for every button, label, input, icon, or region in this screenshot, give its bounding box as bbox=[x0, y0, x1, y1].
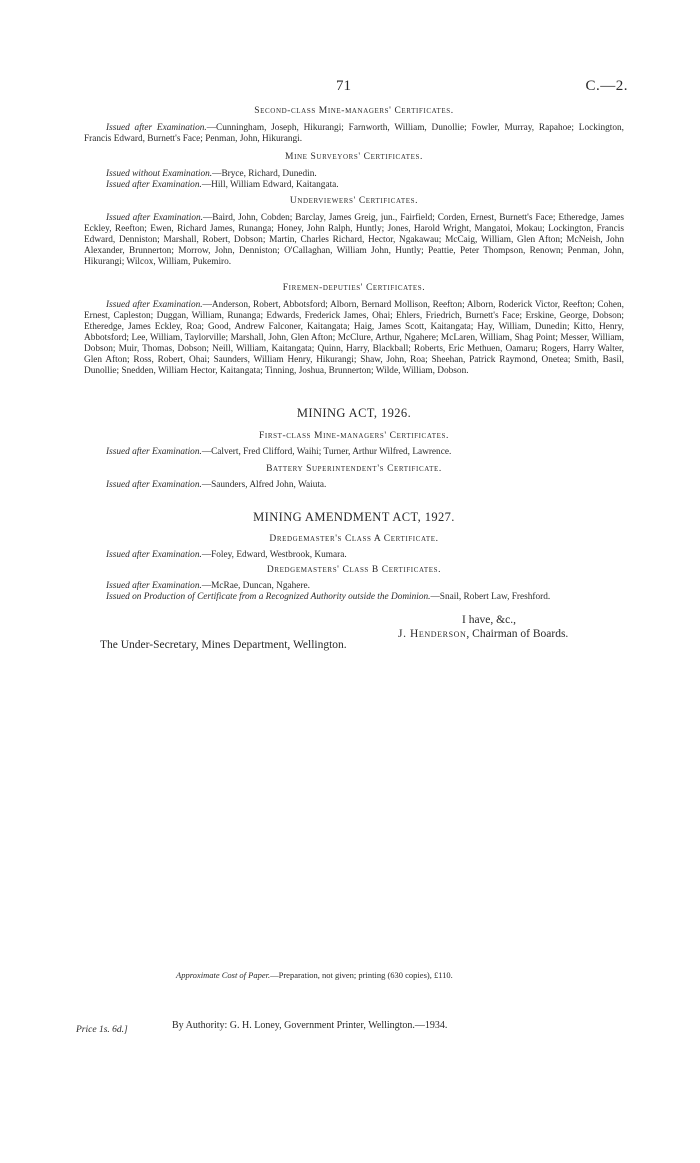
section-line: Issued after Examination.—Saunders, Alfred John, Waiuta. bbox=[106, 480, 327, 490]
section-heading: Mine Surveyors' Certificates. bbox=[285, 152, 423, 162]
section-body: Issued after Examination.—Cunningham, Joseph, Hikurangi; Farnworth, William, Dunollie; Fowler, Murray, Rapahoe; Lockington, Francis Edward, Burnett's Face; Penman, John, Hikurangi. bbox=[84, 123, 624, 144]
price: Price 1s. 6d.] bbox=[76, 1025, 128, 1035]
section-dredgemaster-class-a bbox=[84, 534, 624, 561]
act-heading: MINING ACT, 1926. bbox=[296, 406, 412, 420]
section-heading: Underviewers' Certificates. bbox=[289, 196, 419, 206]
act-1927 bbox=[84, 510, 624, 525]
closing-greeting: I have, &c., bbox=[462, 614, 516, 626]
act-1926 bbox=[84, 406, 624, 421]
section-first-class-mine-managers bbox=[84, 431, 624, 458]
section-line: Issued after Examination.—Hill, William Edward, Kaitangata. bbox=[106, 180, 339, 190]
section-line: Issued without Examination.—Bryce, Richard, Dunedin. bbox=[106, 169, 317, 179]
section-firemen-deputies bbox=[84, 283, 624, 377]
section-line: Issued after Examination.—McRae, Duncan, Ngahere. bbox=[106, 581, 310, 591]
section-dredgemasters-class-b bbox=[84, 565, 624, 603]
section-body: Issued after Examination.—Baird, John, Cobden; Barclay, James Greig, jun., Fairfield; Corden, Ernest, Burnett's Face; Etheredge, James Eckley, Reefton; Ewen, Richard James, Runanga; Honey, John Ralph, Huntly; Jones, Harold Wright, Mangatoi, Mokau; Lockington, Francis Edward, Denniston; Marshall, Robert, Dobson; Martin, Charles Richard, Hector, Ngakawau; McCaig, William, Glen Afton; McNeish, John Alexander, Brunnerton; Morrow, John, Denniston; O'Callaghan, William John, Huntly; Peattie, Peter Thompson, Renown; Penman, John, Hikurangi; Wilcox, William, Pukemiro. bbox=[84, 213, 624, 267]
addressee: The Under-Secretary, Mines Department, Wellington. bbox=[100, 639, 347, 651]
section-second-class-mine-managers bbox=[84, 106, 624, 145]
section-heading: Dredgemaster's Class A Certificate. bbox=[269, 534, 439, 544]
document-reference: C.—2. bbox=[585, 78, 628, 94]
act-heading: MINING AMENDMENT ACT, 1927. bbox=[253, 510, 455, 524]
section-underviewers bbox=[84, 196, 624, 268]
section-mine-surveyors bbox=[84, 152, 624, 191]
section-heading: Dredgemasters' Class B Certificates. bbox=[266, 565, 442, 575]
section-battery-superintendent bbox=[84, 464, 624, 491]
section-line: Issued after Examination.—Foley, Edward, Westbrook, Kumara. bbox=[106, 550, 347, 560]
signature: J. Henderson, Chairman of Boards. bbox=[398, 628, 569, 640]
section-heading: First-class Mine-managers' Certificates. bbox=[259, 431, 449, 441]
section-heading: Firemen-deputies' Certificates. bbox=[282, 283, 426, 293]
section-heading: Battery Superintendent's Certificate. bbox=[266, 464, 442, 474]
printer-authority: By Authority: G. H. Loney, Government Printer, Wellington.—1934. bbox=[172, 1020, 448, 1031]
cost-note: Approximate Cost of Paper.—Preparation, not given; printing (630 copies), £110. bbox=[176, 970, 453, 980]
section-line: Issued after Examination.—Calvert, Fred Clifford, Waihi; Turner, Arthur Wilfred, Lawrence. bbox=[106, 447, 452, 457]
section-heading: Second-class Mine-managers' Certificates. bbox=[254, 106, 454, 116]
page-number: 71 bbox=[336, 78, 351, 94]
section-body: Issued on Production of Certificate from a Recognized Authority outside the Dominion.—Snail, Robert Law, Freshford. bbox=[106, 592, 551, 602]
section-body: Issued after Examination.—Anderson, Robert, Abbotsford; Alborn, Bernard Mollison, Reefton; Alborn, Roderick Victor, Reefton; Cohen, Ernest, Capleston; Duggan, William, Runanga; Edwards, Frederick James, Ohai; Ehlers, Friedrich, Burnett's Face; Erskine, George, Dobson; Etheredge, James Eckley, Roa; Good, Andrew Falconer, Kaitangata; Haig, James Scott, Kaitangata; Hay, William, Dunedin; Kitto, Henry, Abbotsford; Lee, William, Taylorville; Marshall, John, Glen Afton; McClure, Arthur, Ngahere; McLaren, William, Shag Point; Messer, William, Dobson; Muir, Thomas, Dobson; Neill, William, Kaitangata; Quinn, Harry, Blackball; Roberts, Eric Methuen, Oamaru; Rogers, Harry Walter, Glen Afton; Ross, Robert, Ohai; Saunders, William Henry, Hikurangi; Shaw, John, Roa; Sheehan, Patrick Raymond, Onetea; Smith, Basil, Dunollie; Snedden, William Hector, Kaitangata; Tinning, Joshua, Brunnerton; Wilde, William, Dobson. bbox=[84, 300, 624, 376]
